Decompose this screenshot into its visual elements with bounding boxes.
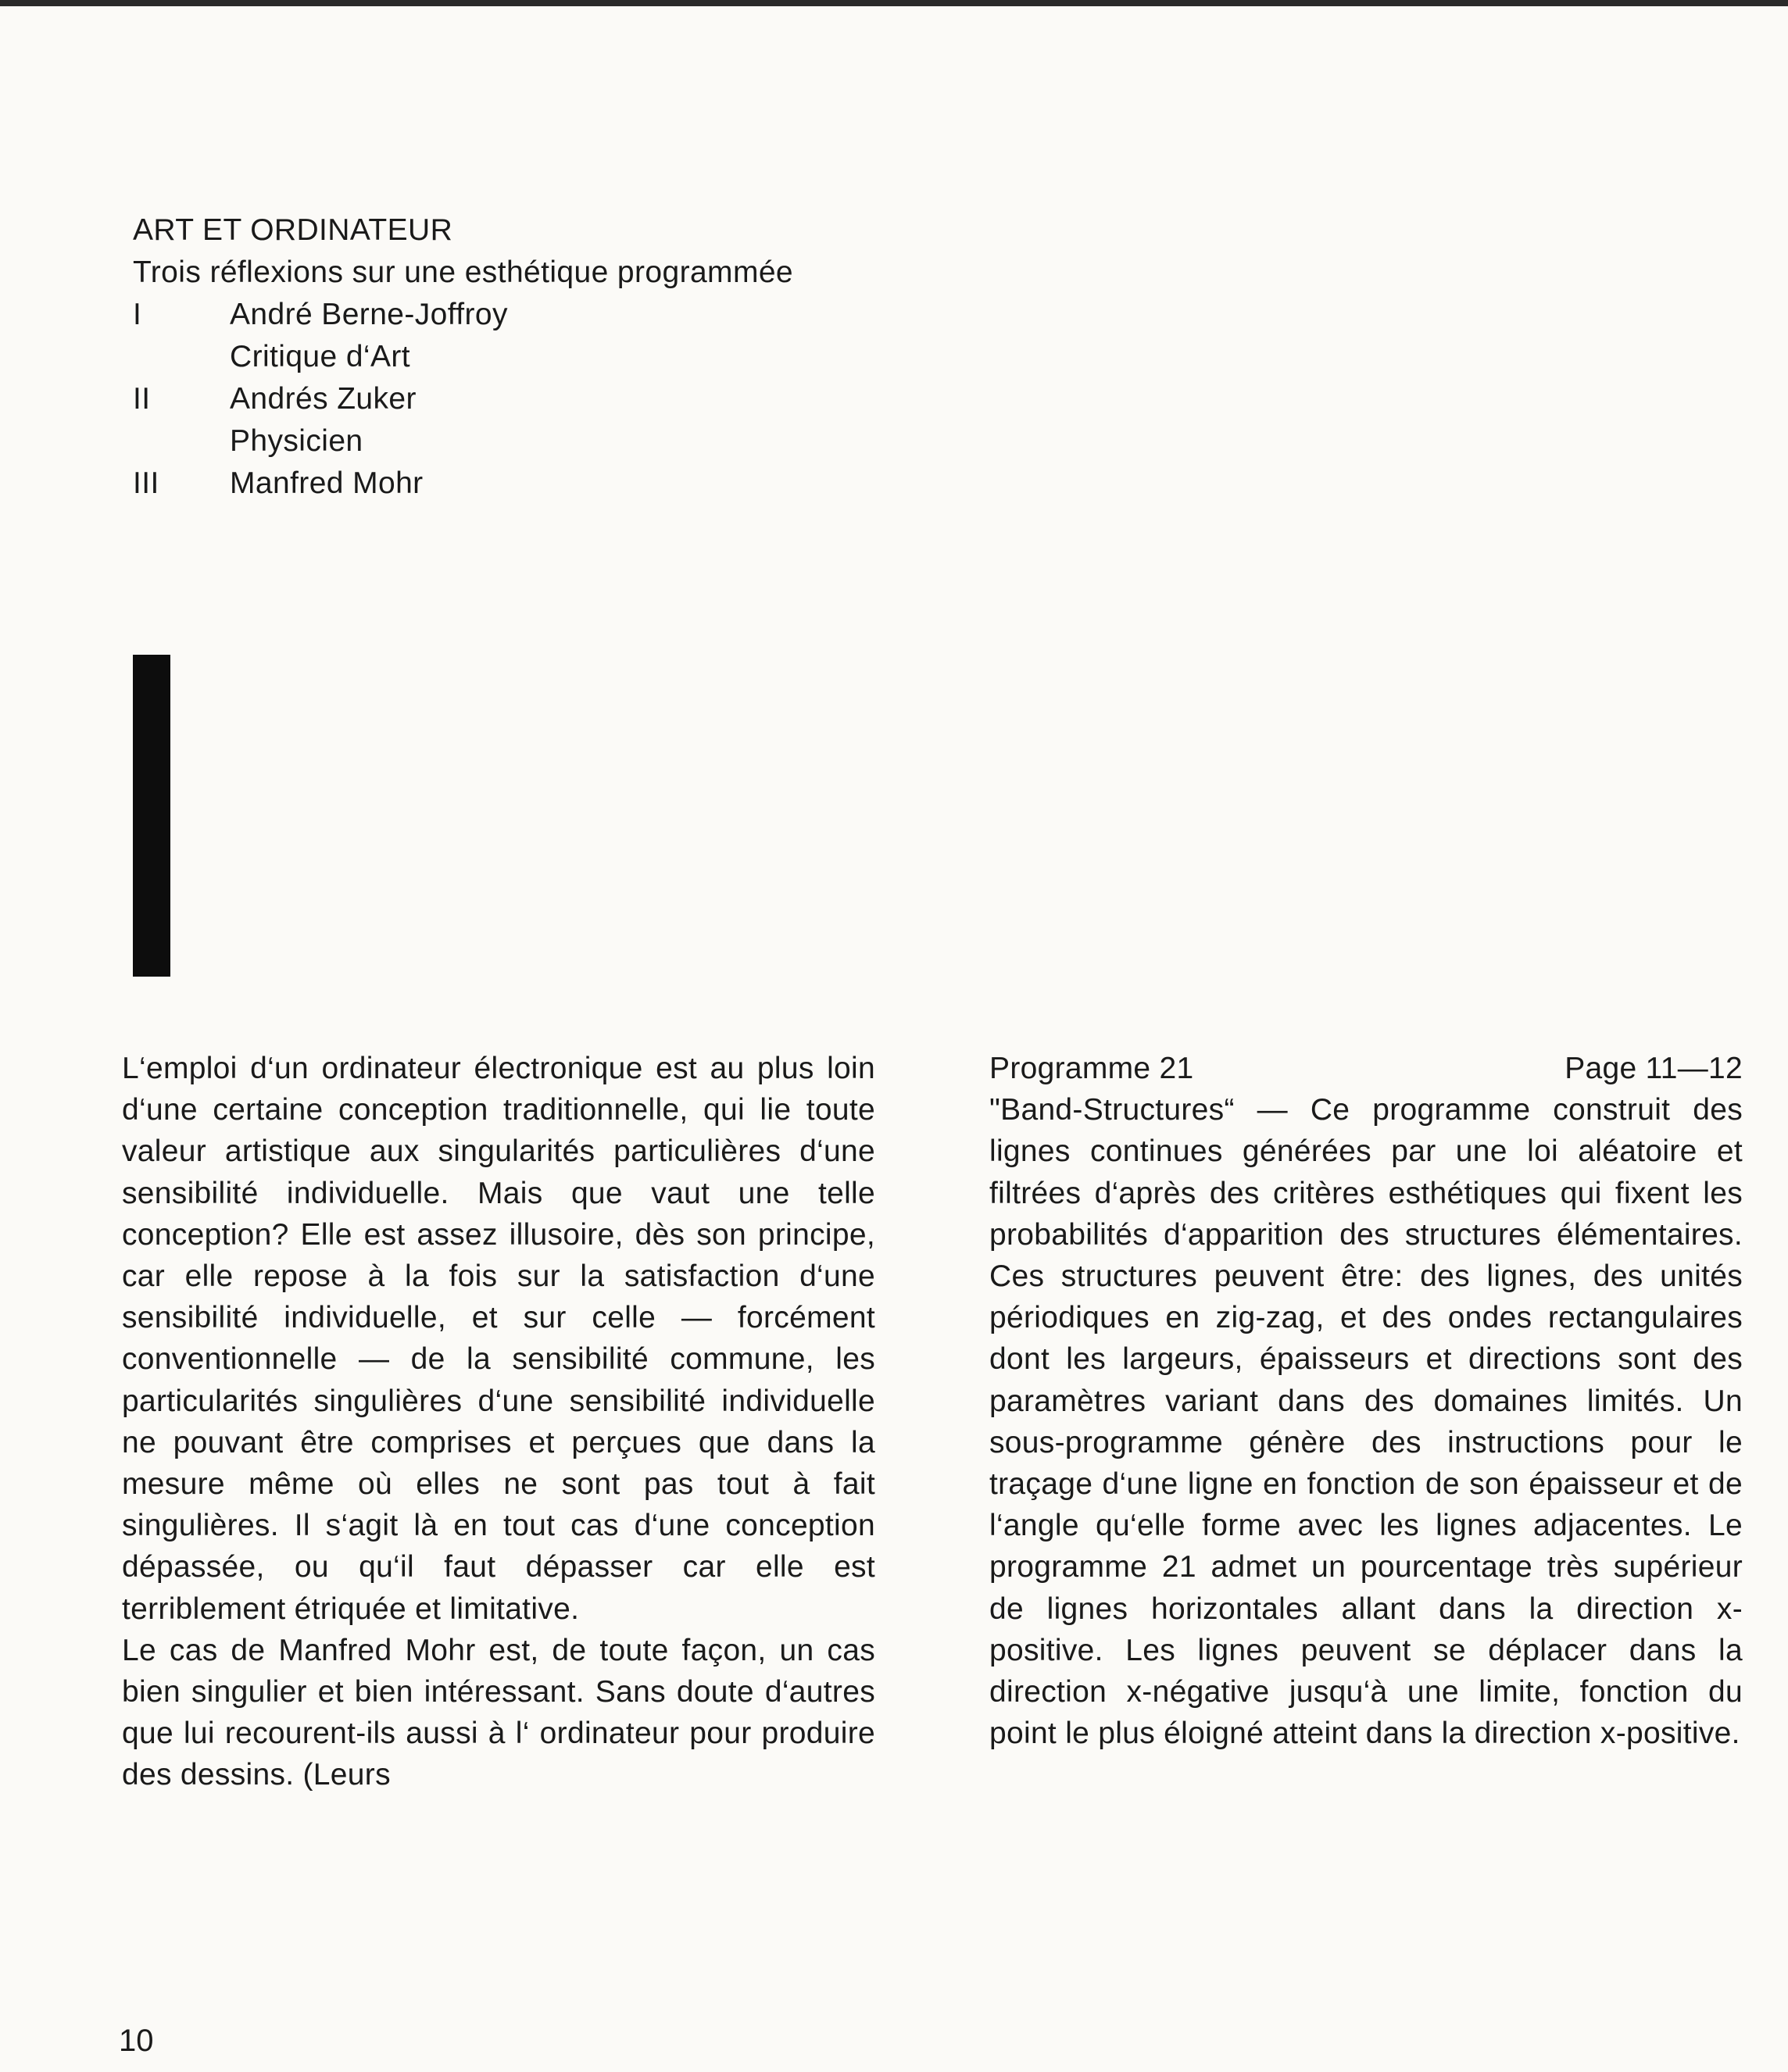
page-reference: Page 11—12 (1564, 1052, 1743, 1085)
program-heading (989, 1048, 1743, 1089)
contributor-name: André Berne-Joffroy (230, 298, 508, 331)
contributor-role-row (133, 420, 992, 463)
right-text-column (989, 1048, 1743, 1754)
contributor-role: Critique d‘Art (230, 340, 411, 373)
article-header (133, 209, 992, 505)
contributor-entry (133, 294, 992, 336)
page-number: 10 (119, 2024, 154, 2058)
left-text-column (122, 1048, 875, 1796)
article-title: ART ET ORDINATEUR (133, 213, 453, 247)
top-edge-rule (0, 0, 1788, 6)
contributor-name: Manfred Mohr (230, 466, 424, 500)
contributor-name: Andrés Zuker (230, 382, 417, 416)
contributor-number: I (133, 298, 142, 331)
program-label: Programme 21 (989, 1052, 1194, 1085)
contributor-role-row (133, 336, 992, 378)
contributor-number: II (133, 382, 151, 416)
body-paragraph: Le cas de Manfred Mohr est, de toute façon, un cas bien singulier et bien intéressant. Sans doute d‘autres que lui recourent-ils aussi à l‘ ordinateur pour produire des dessins. (Leurs (122, 1633, 875, 1792)
contributor-number: III (133, 466, 159, 500)
section-marker-bar (133, 655, 170, 977)
article-subtitle: Trois réflexions sur une esthétique programmée (133, 255, 794, 289)
contributor-entry (133, 378, 992, 420)
body-paragraph: L‘emploi d‘un ordinateur électronique est au plus loin d‘une certaine conception traditionnelle, qui lie toute valeur artistique aux singularités particulières d‘une sensibilité individuelle. Mais que vaut une telle conception? Elle est assez illusoire, dès son principe, car elle repose à la fois sur la satisfaction d‘une sensibilité individuelle, et sur celle — forcément conventionnelle — de la sensibilité commune, les particularités singulières d‘une sensibilité individuelle ne pouvant être comprises et perçues que dans la mesure même où elles ne sont pas tout à fait singulières. Il s‘agit là en tout cas d‘une conception dépassée, ou qu‘il faut dépasser car elle est terriblement étriquée et limitative. (122, 1052, 875, 1626)
contributor-role: Physicien (230, 424, 363, 458)
contributor-entry (133, 463, 992, 505)
program-description: "Band-Structures“ — Ce programme construit des lignes continues générées par une loi aléatoire et filtrées d‘après des critères esthétiques qui fixent les probabilités d‘apparition des structures élémentaires. Ces structures peuvent être: des lignes, des unités périodiques en zig-zag, et des ondes rectangulaires dont les largeurs, épaisseurs et directions sont des paramètres variant dans des domaines limités. Un sous-programme génère des instructions pour le traçage d‘une ligne en fonction de son épaisseur et de l‘angle qu‘elle forme avec les lignes adjacentes. Le programme 21 admet un pourcentage très supérieur de lignes horizontales allant dans la direction x-positive. Les lignes peuvent se déplacer dans la direction x-négative jusqu‘à une limite, fonction du point le plus éloigné atteint dans la direction x-positive. (989, 1093, 1743, 1751)
